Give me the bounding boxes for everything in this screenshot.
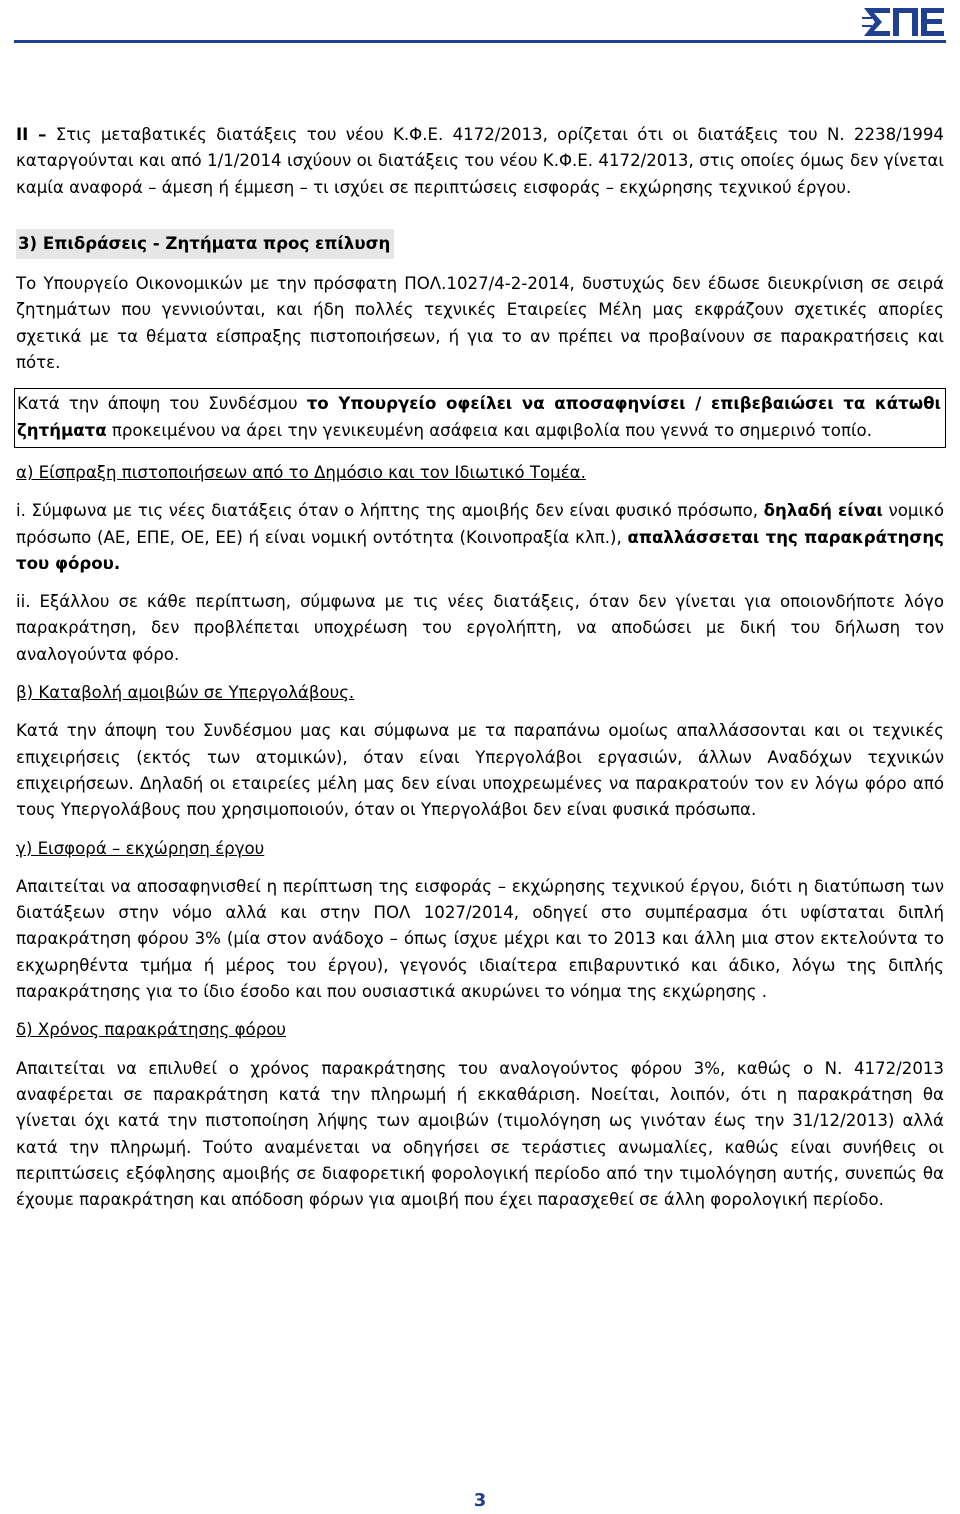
subsection-a-item-i <box>16 498 944 577</box>
box-text-bold: το Υπουργείο οφείλει να αποσαφηνίσει / επιβεβαιώσει τα κάτωθι ζητήματα <box>17 394 941 440</box>
subsection-b-text: Κατά την άποψη του Συνδέσμου μας και σύμφωνα με τα παραπάνω ομοίως απαλλάσσονται και οι τεχνικές επιχειρήσεις (εκτός των ατομικών), όταν είναι Υπεργολάβοι εργασιών, άλλων Αναδόχων τεχνικών επιχειρήσεων. Δηλαδή οι εταιρείες μέλη μας δεν είναι υποχρεωμένες να παρακρατούν τον εν λόγω φόρο από τους Υπεργολάβους που χρησιμοποιούν, όταν οι Υπεργολάβοι δεν είναι φυσικά πρόσωπα. <box>16 721 944 820</box>
item-i-text-1: i. Σύμφωνα με τις νέες διατάξεις όταν ο λήπτης της αμοιβής δεν είναι φυσικό πρόσωπο, <box>16 501 764 521</box>
subsection-d-text: Απαιτείται να επιλυθεί ο χρόνος παρακράτησης του αναλογούντος φόρου 3%, καθώς ο Ν. 4172/2013 αναφέρεται σε παρακράτηση κατά την πληρωμή ή εκκαθάριση. Νοείται, λοιπόν, ότι η παρακράτηση θα γίνεται όχι κατά την πιστοποίηση λήψης των αμοιβών (τιμολόγηση ως γινόταν έως την 31/12/2013) αλλά κατά την πληρωμή. Τούτο αναμένεται να οδηγήσει σε τεράστιες ανωμαλίες, καθώς είναι συνήθεις οι περιπτώσεις εξόφλησης αμοιβής σε διαφορετική φορολογική περίοδο από την τιμολόγηση αυτής, συνεπώς θα έχουμε παρακράτηση και απόδοση φόρων για αμοιβή που έχει παρασχεθεί σε άλλη φορολογική περίοδο. <box>16 1058 944 1210</box>
section-ii-text: Στις μεταβατικές διατάξεις του νέου Κ.Φ.Ε. 4172/2013, ορίζεται ότι οι διατάξεις του Ν. 2238/1994 καταργούνται και από 1/1/2014 ισχύουν οι διατάξεις του νέου Κ.Φ.Ε. 4172/2013, στις οποίες όμως δεν γίνεται καμία αναφορά – άμεση ή έμμεση – τι ισχύει σε περιπτώσεις εισφοράς – εκχώρησης τεχνικού έργου. <box>16 125 944 197</box>
section-3-heading: 3) Επιδράσεις - Ζητήματα προς επίλυση <box>16 229 394 259</box>
company-logo <box>862 4 946 40</box>
section-3-intro: Το Υπουργείο Οικονομικών με την πρόσφατη ΠΟΛ.1027/4-2-2014, δυστυχώς δεν έδωσε διευκρίνιση σε σειρά ζητημάτων που γεννιούνται, και ήδη πολλές τεχνικές Εταιρείες Μέλη μας εκφράζουν σχετικές απορίες σχετικά με τα θέματα είσπραξης πιστοποιήσεων, ή για το αν πρέπει να προβαίνουν σε παρακρατήσεις και πότε. <box>16 274 944 373</box>
subsection-d-heading: δ) Χρόνος παρακράτησης φόρου <box>16 1020 286 1040</box>
box-text-1: Κατά την άποψη του Συνδέσμου <box>17 394 307 414</box>
box-text-2: προκειμένου να άρει την γενικευμένη ασάφεια και αμφιβολία που γεννά το σημερινό τοπίο. <box>106 420 872 440</box>
header-rule <box>14 40 946 43</box>
item-i-bold-2: απαλλάσσεται της παρακράτησης του φόρου. <box>16 527 944 573</box>
section-ii-label: ΙΙ – <box>16 125 47 144</box>
subsection-a-item-ii: ii. Εξάλλου σε κάθε περίπτωση, σύμφωνα με τις νέες διατάξεις, όταν δεν γίνεται για οποιονδήποτε λόγο παρακράτηση, δεν προβλέπεται υποχρέωση του εργολήπτη, να αποδώσει με δική του δήλωση τον αναλογούντα φόρο. <box>16 592 944 664</box>
subsection-c-heading: γ) Εισφορά – εκχώρηση έργου <box>16 838 265 858</box>
item-i-bold-1: δηλαδή είναι <box>763 501 883 521</box>
page-number: 3 <box>473 1490 487 1511</box>
section-ii-paragraph <box>16 122 944 201</box>
subsection-b-heading: β) Καταβολή αμοιβών σε Υπεργολάβους. <box>16 683 355 703</box>
subsection-c-text: Απαιτείται να αποσαφηνισθεί η περίπτωση της εισφοράς – εκχώρησης τεχνικού έργου, διότι η διατύπωση των διατάξεων στην νόμο αλλά και στην ΠΟΛ 1027/2014, οδηγεί στο συμπέρασμα ότι υφίσταται διπλή παρακράτηση φόρου 3% (μία στον ανάδοχο – όπως ίσχυε μέχρι και το 2013 και άλλη μια στον εκτελούντα το εκχωρηθέντα τμήμα ή μέρος του έργου), γεγονός ιδιαίτερα επιβαρυντικό και άδικο, λόγω της διπλής παρακράτησης για το ίδιο έσοδο και που ουσιαστικά ακυρώνει το νόημα της εκχώρησης . <box>16 876 944 1002</box>
document-body <box>16 122 944 1213</box>
ministry-note-box <box>14 388 946 448</box>
subsection-a-heading: α) Είσπραξη πιστοποιήσεων από το Δημόσιο και τον Ιδιωτικό Τομέα. <box>16 462 586 482</box>
item-i-text-2: νομικό πρόσωπο (ΑΕ, ΕΠΕ, ΟΕ, ΕΕ) ή είναι νομική οντότητα (Κοινοπραξία κλπ.), <box>16 501 944 547</box>
